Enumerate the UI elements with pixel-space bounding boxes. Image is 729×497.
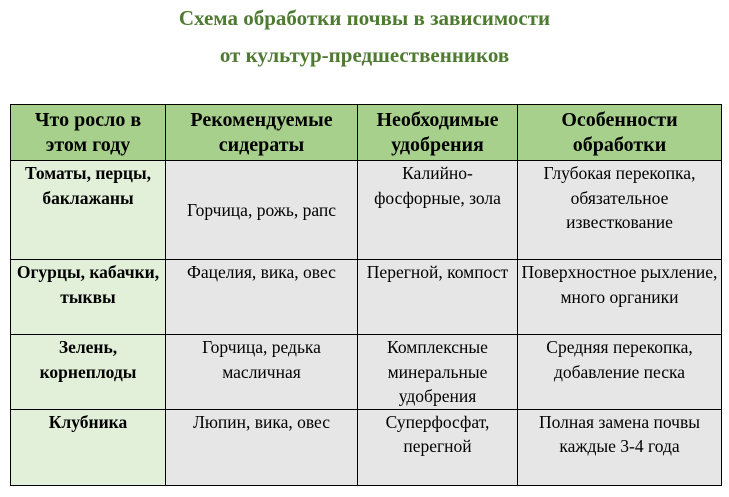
header-required-fertilizers: Необходимые удобрения xyxy=(358,105,518,161)
cell-fertilizers: Комплексные минеральные удобрения xyxy=(358,335,518,410)
header-treatment-features: Особенности обработки xyxy=(518,105,722,161)
header-grown-this-year: Что росло в этом году xyxy=(11,105,166,161)
cell-fertilizers: Суперфосфат, перегной xyxy=(358,409,518,485)
cell-treatment: Средняя перекопка, добавление песка xyxy=(518,335,722,410)
document-title-line1: Схема обработки почвы в зависимости xyxy=(178,6,551,30)
soil-treatment-table xyxy=(10,104,722,486)
cell-treatment: Глубокая перекопка, обязательное известкование xyxy=(518,161,722,260)
cell-crop: Огурцы, кабачки, тыквы xyxy=(11,260,166,335)
cell-crop: Клубника xyxy=(11,409,166,485)
cell-treatment: Поверхностное рыхление, много органики xyxy=(518,260,722,335)
table-row xyxy=(11,260,722,335)
table-row xyxy=(11,409,722,485)
cell-fertilizers: Калийно-фосфорные, зола xyxy=(358,161,518,260)
cell-green-manure: Горчица, рожь, рапс xyxy=(166,161,358,260)
header-recommended-green-manure: Рекомендуемые сидераты xyxy=(166,105,358,161)
cell-treatment: Полная замена почвы каждые 3-4 года xyxy=(518,409,722,485)
cell-crop: Томаты, перцы, баклажаны xyxy=(11,161,166,260)
cell-green-manure: Люпин, вика, овес xyxy=(166,409,358,485)
cell-fertilizers: Перегной, компост xyxy=(358,260,518,335)
cell-green-manure: Фацелия, вика, овес xyxy=(166,260,358,335)
table-row xyxy=(11,161,722,260)
table-header-row xyxy=(11,105,722,161)
cell-green-manure: Горчица, редька масличная xyxy=(166,335,358,410)
table-row xyxy=(11,335,722,410)
document-title-line2: от культур-предшественников xyxy=(219,43,510,67)
cell-crop: Зелень, корнеплоды xyxy=(11,335,166,410)
